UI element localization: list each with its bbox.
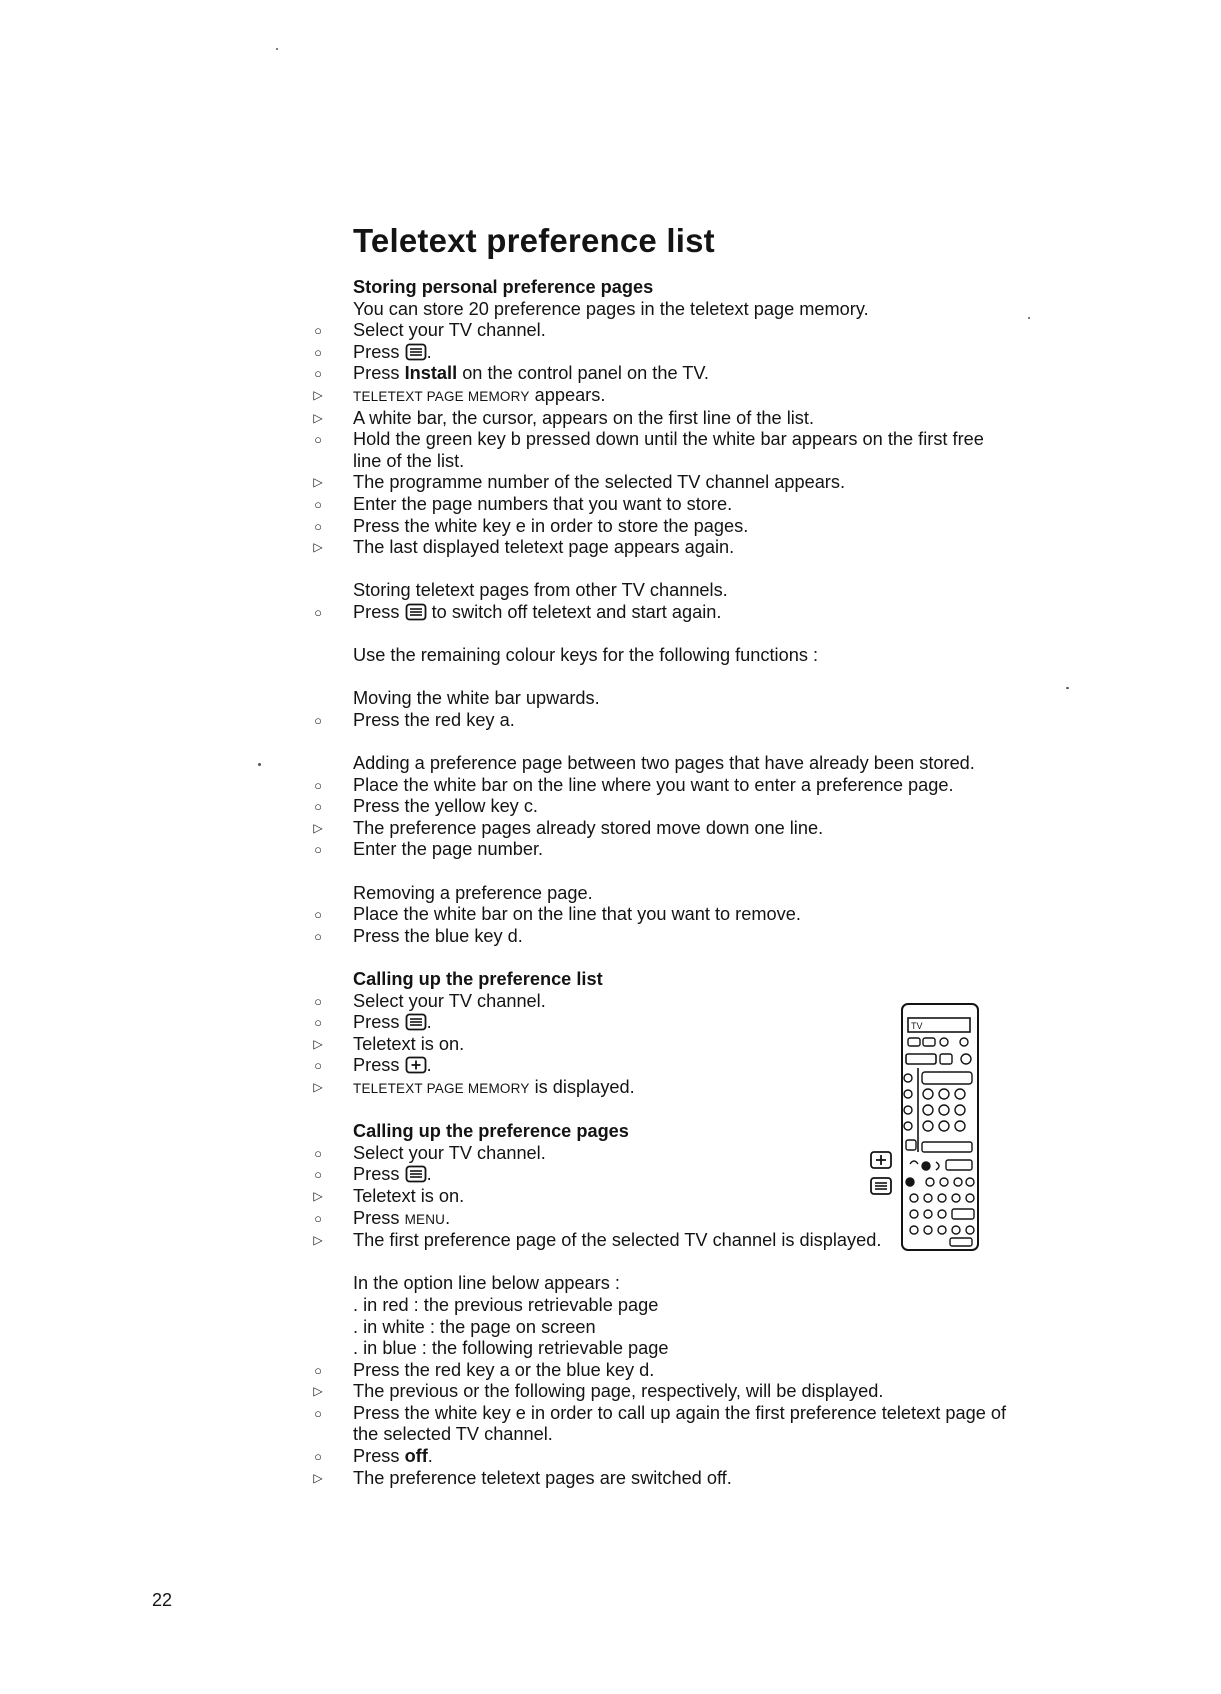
- result-item: ▷ The previous or the following page, respectively, will be displayed.: [309, 1381, 1009, 1403]
- step-item: ○ Press MENU.: [309, 1208, 1009, 1231]
- action-bullet-icon: ○: [314, 993, 322, 1009]
- action-bullet-icon: ○: [314, 604, 322, 620]
- remote-tv-label: TV: [911, 1021, 923, 1031]
- teletext-key-icon: [405, 1165, 427, 1183]
- teletext-key-icon: [405, 603, 427, 621]
- action-bullet-icon: ○: [314, 907, 322, 923]
- action-bullet-icon: ○: [314, 1210, 322, 1226]
- result-item: ▷ The preference teletext pages are switched off.: [309, 1468, 1009, 1490]
- teletext-key-icon: [405, 343, 427, 361]
- action-bullet-icon: ○: [314, 1058, 322, 1074]
- step-item: ○ Press .: [309, 1012, 1009, 1034]
- section-heading-storing: Storing personal preference pages: [353, 277, 654, 297]
- action-bullet-icon: ○: [314, 1405, 322, 1421]
- step-item: ○ Press Install on the control panel on the TV.: [309, 363, 1009, 385]
- action-bullet-icon: ○: [314, 432, 322, 448]
- section-heading-calling-pages: Calling up the preference pages: [353, 1121, 629, 1142]
- step-item: ○ Press the white key e in order to store the pages.: [309, 516, 1009, 538]
- result-arrow-icon: ▷: [313, 1188, 323, 1203]
- result-arrow-icon: ▷: [313, 540, 323, 555]
- intro-text: You can store 20 preference pages in the teletext page memory.: [353, 298, 869, 319]
- action-bullet-icon: ○: [314, 366, 322, 382]
- step-item: ○ Press the red key a or the blue key d.: [309, 1360, 1009, 1382]
- step-item: ○ Enter the page numbers that you want to store.: [309, 494, 1009, 516]
- step-item: ○ Press the yellow key c.: [309, 796, 1009, 818]
- option-item: . in red : the previous retrievable page: [353, 1294, 659, 1315]
- section-heading-calling-list: Calling up the preference list: [353, 969, 603, 989]
- result-item: ▷ The programme number of the selected TV channel appears.: [309, 472, 1009, 494]
- page-title: Teletext preference list: [353, 222, 715, 259]
- page-memory-key-icon: [405, 1056, 427, 1074]
- result-arrow-icon: ▷: [313, 475, 323, 490]
- intro-text: Removing a preference page.: [353, 882, 593, 903]
- result-arrow-icon: ▷: [313, 1233, 323, 1248]
- step-item: ○ Press .: [309, 1055, 1009, 1077]
- teletext-key-icon: [405, 1013, 427, 1031]
- step-item: ○ Place the white bar on the line where you want to enter a preference page.: [309, 775, 1009, 797]
- step-item: ○ Press .: [309, 1164, 1009, 1186]
- scan-speck: [1028, 317, 1030, 319]
- action-bullet-icon: ○: [314, 1145, 322, 1161]
- action-bullet-icon: ○: [314, 799, 322, 815]
- result-arrow-icon: ▷: [313, 410, 323, 425]
- result-item: ▷ The preference pages already stored move down one line.: [309, 818, 1009, 840]
- scan-speck: [258, 763, 261, 766]
- step-item: ○ Select your TV channel.: [309, 991, 1009, 1013]
- result-arrow-icon: ▷: [313, 387, 323, 402]
- action-bullet-icon: ○: [314, 1015, 322, 1031]
- remote-control-illustration: [900, 1002, 980, 1252]
- action-bullet-icon: ○: [314, 1362, 322, 1378]
- action-bullet-icon: ○: [314, 1167, 322, 1183]
- teletext-key-icon: [871, 1178, 891, 1194]
- action-bullet-icon: ○: [314, 518, 322, 534]
- step-item: ○ Press to switch off teletext and start again.: [309, 602, 1009, 624]
- intro-text: In the option line below appears :: [353, 1273, 620, 1294]
- step-item: ○ Press the blue key d.: [309, 926, 1009, 948]
- intro-text: Use the remaining colour keys for the following functions :: [353, 645, 819, 666]
- intro-text: Storing teletext pages from other TV channels.: [353, 580, 728, 601]
- remote-key-icons: [868, 1150, 894, 1200]
- action-bullet-icon: ○: [314, 496, 322, 512]
- action-bullet-icon: ○: [314, 712, 322, 728]
- result-arrow-icon: ▷: [313, 820, 323, 835]
- action-bullet-icon: ○: [314, 323, 322, 339]
- result-item: ▷ TELETEXT PAGE MEMORY appears.: [309, 385, 1009, 408]
- step-item: ○ Press the red key a.: [309, 710, 1009, 732]
- instructions-body: [309, 277, 1009, 1489]
- result-arrow-icon: ▷: [313, 1036, 323, 1051]
- step-item: ○ Hold the green key b pressed down until the white bar appears on the first free line of the list.: [309, 429, 1009, 472]
- scan-speck: [276, 48, 278, 50]
- result-arrow-icon: ▷: [313, 1384, 323, 1399]
- step-item: ○ Select your TV channel.: [309, 1143, 1009, 1165]
- result-item: ▷ The first preference page of the selected TV channel is displayed.: [309, 1230, 1009, 1252]
- result-item: ▷ Teletext is on.: [309, 1186, 1009, 1208]
- result-item: ▷ A white bar, the cursor, appears on the first line of the list.: [309, 408, 1009, 430]
- action-bullet-icon: ○: [314, 344, 322, 360]
- intro-text: Moving the white bar upwards.: [353, 688, 600, 709]
- option-item: . in blue : the following retrievable page: [353, 1338, 669, 1359]
- page-number: 22: [152, 1590, 173, 1610]
- action-bullet-icon: ○: [314, 928, 322, 944]
- step-item: ○ Press .: [309, 342, 1009, 364]
- action-bullet-icon: ○: [314, 1449, 322, 1465]
- result-item: ▷ Teletext is on.: [309, 1034, 1009, 1056]
- page-memory-key-icon: [871, 1152, 891, 1168]
- step-item: ○ Enter the page number.: [309, 839, 1009, 861]
- option-item: . in white : the page on screen: [353, 1316, 596, 1337]
- step-item: ○ Place the white bar on the line that you want to remove.: [309, 904, 1009, 926]
- result-item: ▷ The last displayed teletext page appears again.: [309, 537, 1009, 559]
- step-item: ○ Select your TV channel.: [309, 320, 1009, 342]
- result-arrow-icon: ▷: [313, 1079, 323, 1094]
- result-item: ▷ TELETEXT PAGE MEMORY is displayed.: [309, 1077, 1009, 1100]
- action-bullet-icon: ○: [314, 777, 322, 793]
- result-arrow-icon: ▷: [313, 1470, 323, 1485]
- scan-speck: [1066, 687, 1069, 689]
- action-bullet-icon: ○: [314, 842, 322, 858]
- step-item: ○ Press off.: [309, 1446, 1009, 1468]
- step-item: ○ Press the white key e in order to call up again the first preference teletext page of the selected TV channel.: [309, 1403, 1009, 1446]
- intro-text: Adding a preference page between two pages that have already been stored.: [353, 753, 975, 774]
